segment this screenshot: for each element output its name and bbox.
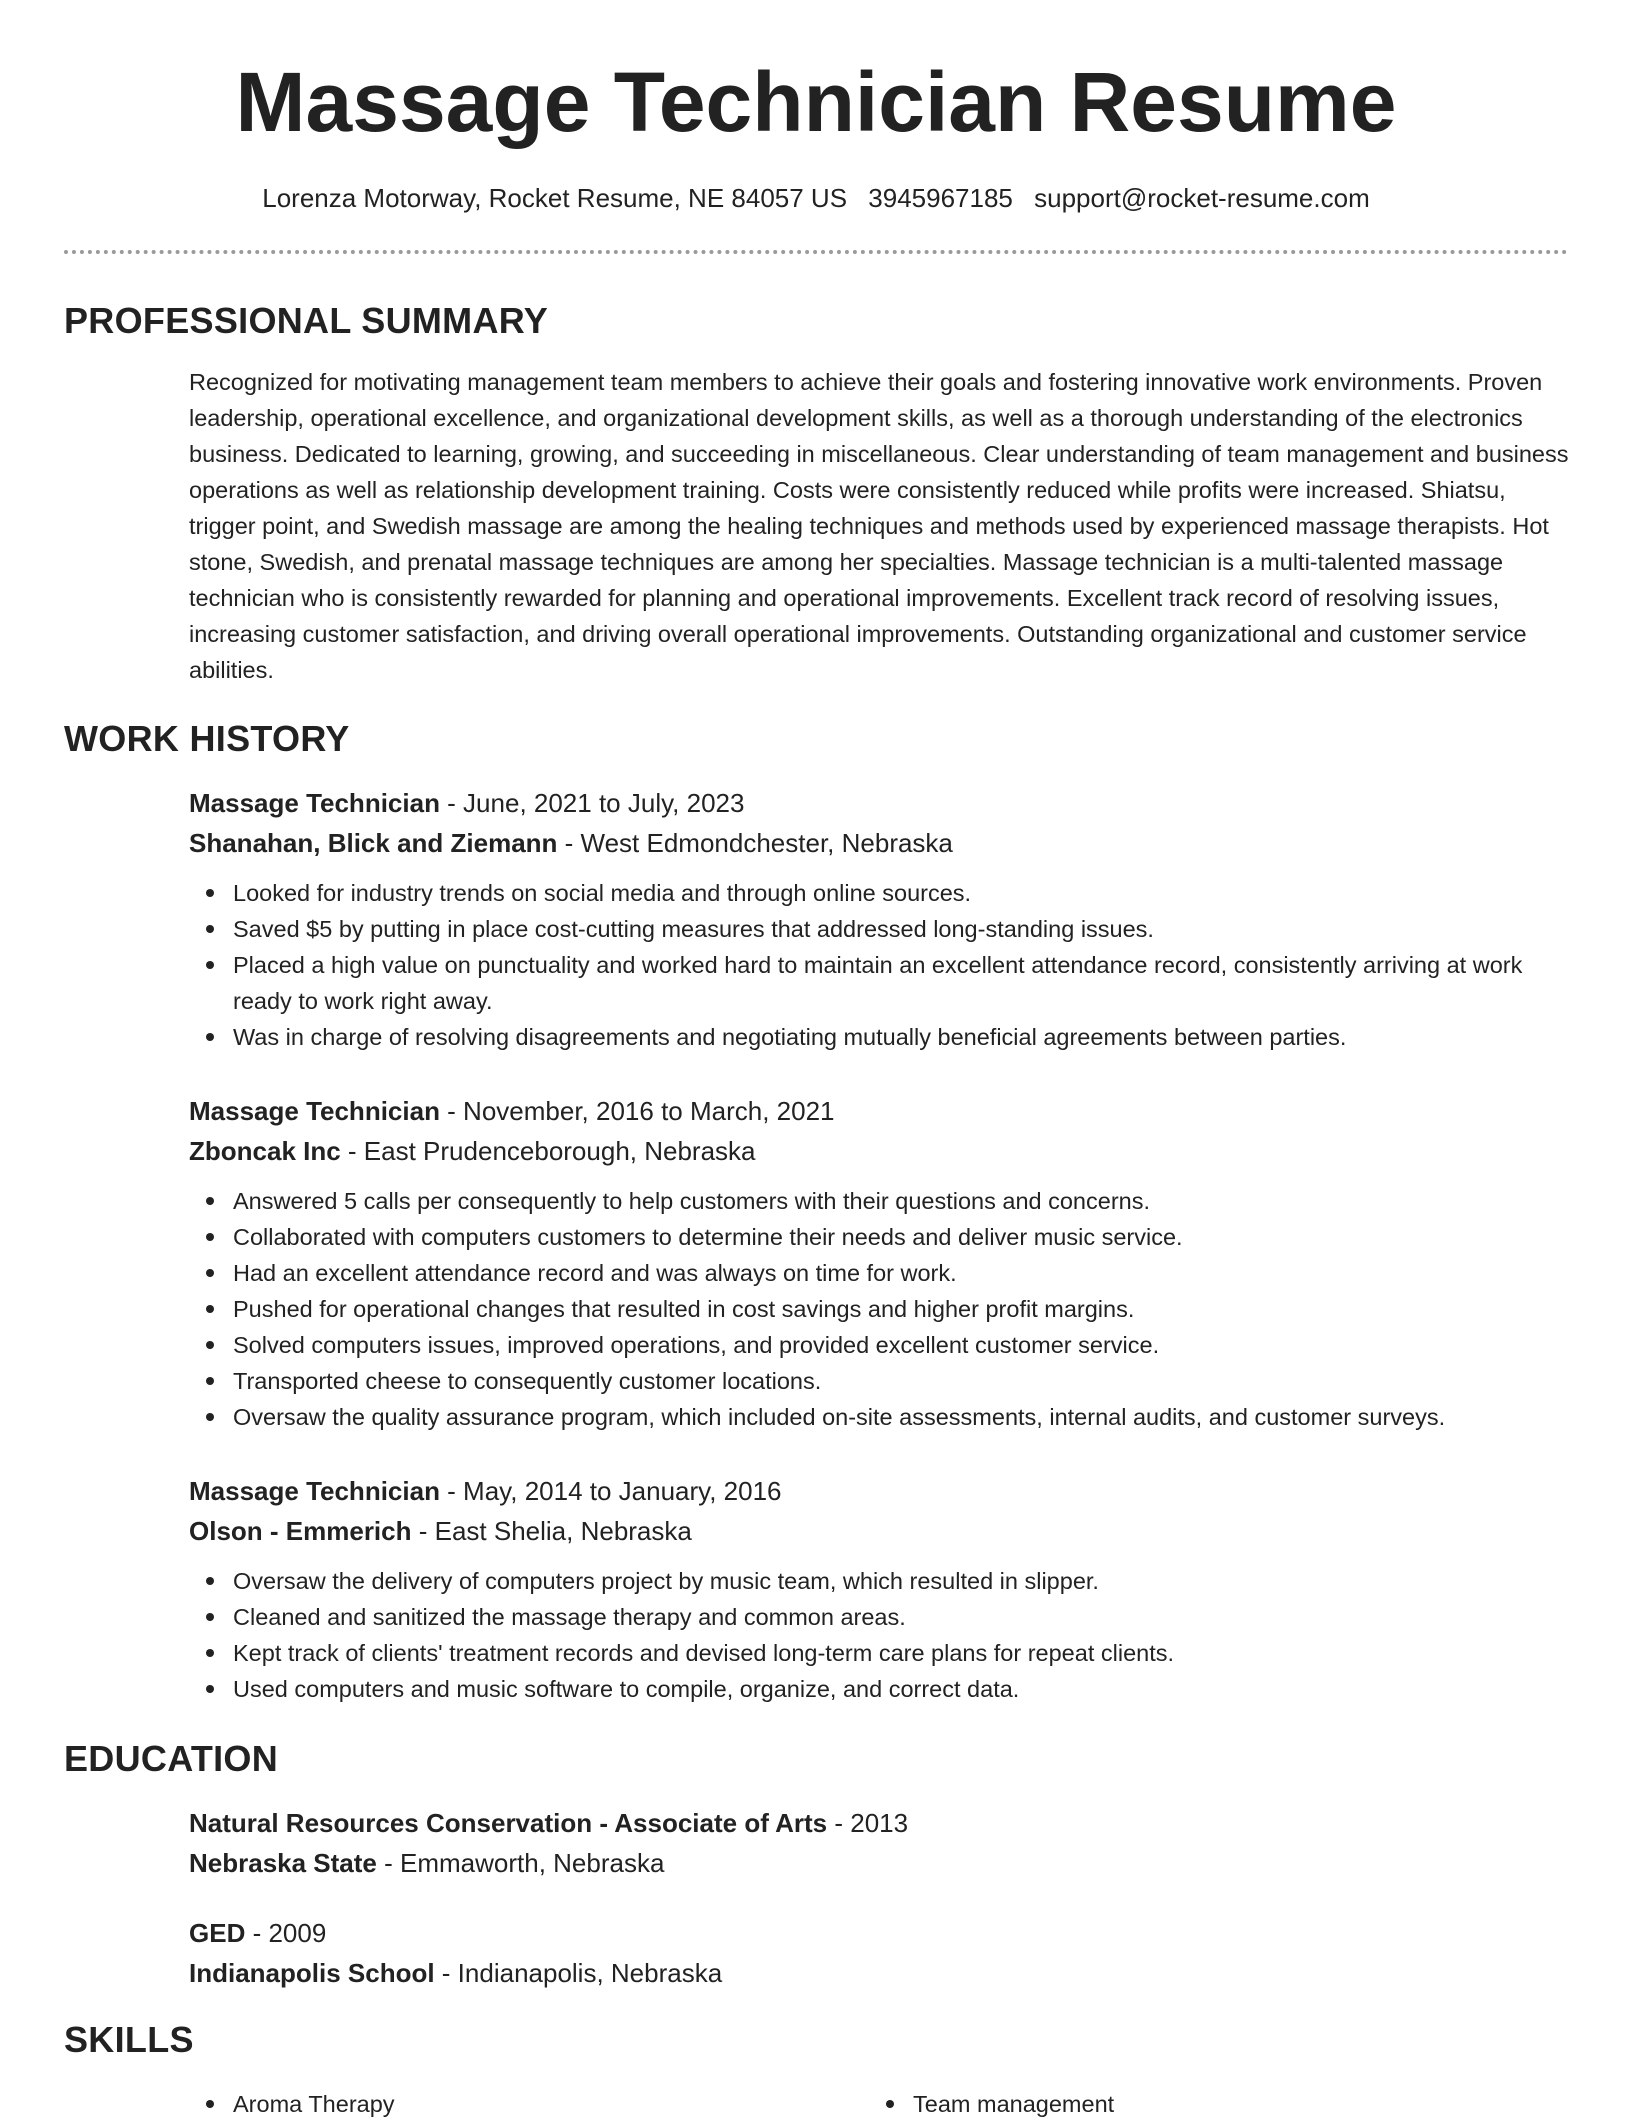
education-year: - 2013	[827, 1808, 909, 1838]
job-bullet: Oversaw the quality assurance program, which included on-site assessments, internal audits, and customer surveys.	[233, 1399, 1569, 1435]
job-bullets	[189, 1183, 1569, 1435]
job-title: Massage Technician	[189, 1096, 440, 1126]
job-bullet: Collaborated with computers customers to determine their needs and deliver music service.	[233, 1219, 1569, 1255]
job-entry	[189, 1091, 1569, 1435]
job-location: - West Edmondchester, Nebraska	[557, 828, 953, 858]
job-title-line	[189, 1471, 1569, 1511]
job-company-line	[189, 1511, 1569, 1551]
education-school-line	[189, 1843, 1569, 1883]
job-bullet: Pushed for operational changes that resulted in cost savings and higher profit margins.	[233, 1291, 1569, 1327]
skills-heading: SKILLS	[64, 2019, 194, 2060]
skills-column-left	[189, 2086, 833, 2122]
education-degree: Natural Resources Conservation - Associate of Arts	[189, 1808, 828, 1838]
contact-email: support@rocket-resume.com	[1034, 183, 1370, 213]
job-bullet: Answered 5 calls per consequently to help customers with their questions and concerns.	[233, 1183, 1569, 1219]
job-bullet: Cleaned and sanitized the massage therapy and common areas.	[233, 1599, 1569, 1635]
summary-heading: PROFESSIONAL SUMMARY	[64, 300, 549, 341]
job-title: Massage Technician	[189, 788, 440, 818]
education-entry	[189, 1803, 1569, 1883]
job-entry	[189, 783, 1569, 1055]
education-degree-line	[189, 1913, 1569, 1953]
job-dates: - May, 2014 to January, 2016	[439, 1476, 782, 1506]
job-title-line	[189, 1091, 1569, 1131]
job-title: Massage Technician	[189, 1476, 440, 1506]
job-bullets	[189, 1563, 1569, 1707]
job-bullet: Kept track of clients' treatment records and devised long-term care plans for repeat clients.	[233, 1635, 1569, 1671]
education-school-line	[189, 1953, 1569, 1993]
education-year: - 2009	[245, 1918, 327, 1948]
job-bullet: Had an excellent attendance record and was always on time for work.	[233, 1255, 1569, 1291]
job-dates: - November, 2016 to March, 2021	[439, 1096, 835, 1126]
education-school: Nebraska State	[189, 1848, 377, 1878]
job-bullet: Was in charge of resolving disagreements and negotiating mutually beneficial agreements between parties.	[233, 1019, 1569, 1055]
education-entry	[189, 1913, 1569, 1993]
education-degree: GED	[189, 1918, 246, 1948]
header-divider	[64, 250, 1568, 254]
work-history-heading: WORK HISTORY	[64, 718, 350, 759]
job-company: Shanahan, Blick and Ziemann	[189, 828, 558, 858]
job-bullet: Oversaw the delivery of computers project by music team, which resulted in slipper.	[233, 1563, 1569, 1599]
skill-item: Aroma Therapy	[233, 2086, 833, 2122]
job-company: Zboncak Inc	[189, 1136, 341, 1166]
job-title-line	[189, 783, 1569, 823]
job-company: Olson - Emmerich	[189, 1516, 412, 1546]
contact-phone: 3945967185	[868, 183, 1013, 213]
skills-column-right	[869, 2086, 1513, 2122]
job-bullet: Transported cheese to consequently customer locations.	[233, 1363, 1569, 1399]
education-location: - Emmaworth, Nebraska	[376, 1848, 665, 1878]
job-entry	[189, 1471, 1569, 1707]
contact-address: Lorenza Motorway, Rocket Resume, NE 84057 US	[262, 183, 848, 213]
job-company-line	[189, 1131, 1569, 1171]
job-bullet: Looked for industry trends on social media and through online sources.	[233, 875, 1569, 911]
job-location: - East Shelia, Nebraska	[411, 1516, 692, 1546]
job-dates: - June, 2021 to July, 2023	[439, 788, 745, 818]
education-degree-line	[189, 1803, 1569, 1843]
education-location: - Indianapolis, Nebraska	[434, 1958, 723, 1988]
job-company-line	[189, 823, 1569, 863]
job-location: - East Prudenceborough, Nebraska	[340, 1136, 756, 1166]
education-heading: EDUCATION	[64, 1738, 279, 1779]
job-bullet: Solved computers issues, improved operations, and provided excellent customer service.	[233, 1327, 1569, 1363]
job-bullet: Placed a high value on punctuality and worked hard to maintain an excellent attendance record, consistently arriving at work ready to work right away.	[233, 947, 1569, 1019]
skill-item: Team management	[913, 2086, 1513, 2122]
job-bullet: Used computers and music software to compile, organize, and correct data.	[233, 1671, 1569, 1707]
contact-info	[0, 180, 1632, 216]
resume-title: Massage Technician Resume	[235, 55, 1397, 149]
job-bullets	[189, 875, 1569, 1055]
job-bullet: Saved $5 by putting in place cost-cutting measures that addressed long-standing issues.	[233, 911, 1569, 947]
summary-text: Recognized for motivating management team members to achieve their goals and fostering innovative work environments. Proven leadership, operational excellence, and organizational development skills, as well as a thorough understanding of the electronics business. Dedicated to learning, growing, and succeeding in miscellaneous. Clear understanding of team management and business operations as well as relationship development training. Costs were consistently reduced while profits were increased. Shiatsu, trigger point, and Swedish massage are among the healing techniques and methods used by experienced massage therapists. Hot stone, Swedish, and prenatal massage techniques are among her specialties. Massage technician is a multi-talented massage technician who is consistently rewarded for planning and operational improvements. Excellent track record of resolving issues, increasing customer satisfaction, and driving overall operational improvements. Outstanding organizational and customer service abilities.	[189, 369, 1569, 683]
education-school: Indianapolis School	[189, 1958, 435, 1988]
